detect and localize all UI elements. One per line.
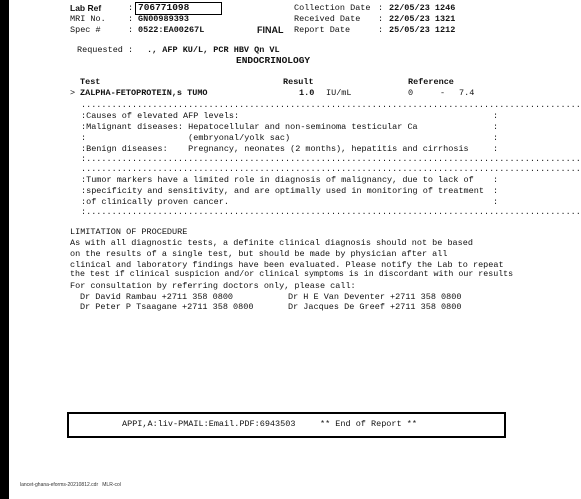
comment-line: :Tumor markers have a limited role in diagnosis of malignancy, due to lack of	[81, 175, 474, 185]
comment-line: :of clinically proven cancer.	[81, 197, 229, 207]
limitation-line: As with all diagnostic tests, a definite clinical diagnosis should not be based	[70, 238, 473, 248]
received-date-value: 22/05/23 1321	[389, 14, 456, 24]
colon: :	[128, 14, 134, 24]
colon: :	[128, 3, 134, 13]
reference-low: 0	[408, 88, 414, 98]
lab-ref-value: 706771098	[138, 2, 190, 13]
dotted-rule: :.................................................................................................	[81, 154, 581, 164]
reference-high: 7.4	[459, 88, 475, 98]
border-colon: :	[493, 175, 499, 185]
comment-line: : (embryonal/yolk sac)	[81, 133, 291, 143]
reference-separator: -	[440, 88, 446, 98]
column-reference: Reference	[408, 77, 454, 87]
mri-label: MRI No.	[70, 14, 106, 24]
limitation-line: For consultation by referring doctors only, please call:	[70, 281, 356, 291]
doctor-contact: Dr Peter P Tsaagane +2711 358 0800	[80, 302, 254, 312]
result-value: 1.0	[299, 88, 315, 98]
received-date-label: Received Date	[294, 14, 361, 24]
limitation-line: on the results of a single test, but should be made by physician after all	[70, 249, 448, 259]
doctor-contact: Dr H E Van Deventer +2711 358 0800	[288, 292, 462, 302]
border-colon: :	[493, 133, 499, 143]
comment-line: :Causes of elevated AFP levels:	[81, 111, 240, 121]
final-label: FINAL	[257, 25, 284, 35]
dotted-rule: ..................................................................................................	[81, 100, 581, 110]
collection-date-value: 22/05/23 1246	[389, 3, 456, 13]
border-colon: :	[493, 144, 499, 154]
row-marker: >	[70, 88, 76, 98]
report-date-value: 25/05/23 1212	[389, 25, 456, 35]
collection-date-label: Collection Date	[294, 3, 371, 13]
footer-code: APPI,A:liv-PMAIL:Email.PDF:6943503	[122, 419, 296, 429]
comment-line: :Malignant diseases: Hepatocellular and non-seminoma testicular Ca	[81, 122, 418, 132]
left-edge-bar	[0, 0, 9, 499]
column-test: Test	[80, 77, 101, 87]
comment-line: :specificity and sensitivity, and are optimally used in monitoring of treatment	[81, 186, 484, 196]
report-date-label: Report Date	[294, 25, 351, 35]
column-result: Result	[283, 77, 314, 87]
spec-value: 0522:EA00267L	[138, 25, 205, 35]
requested-value: ., AFP KU/L, PCR HBV Qn VL	[147, 45, 280, 55]
comment-line: :Benign diseases: Pregnancy, neonates (2 months), hepatitis and cirrhosis	[81, 144, 469, 154]
limitation-line: clinical and laboratory findings have been evaluated. Please notify the Lab to repeat	[70, 260, 504, 270]
colon: :	[378, 3, 384, 13]
result-unit: IU/mL	[326, 88, 352, 98]
limitation-title: LIMITATION OF PROCEDURE	[70, 227, 188, 237]
test-name: ZALPHA-FETOPROTEIN,s TUMO	[80, 88, 208, 98]
colon: :	[128, 25, 134, 35]
end-of-report: ** End of Report **	[320, 419, 417, 429]
mri-value: GN00989393	[138, 14, 190, 24]
border-colon: :	[493, 197, 499, 207]
border-colon: :	[493, 186, 499, 196]
limitation-line: the test if clinical suspicion and/or clinical symptoms is in discordant with our results	[70, 270, 514, 279]
border-colon: :	[493, 111, 499, 121]
section-title: ENDOCRINOLOGY	[236, 55, 311, 66]
requested-label: Requested :	[77, 45, 134, 55]
dotted-rule: ..................................................................................................	[81, 164, 581, 174]
spec-label: Spec #	[70, 25, 101, 35]
doctor-contact: Dr David Rambau +2711 358 0800	[80, 292, 234, 302]
colon: :	[378, 14, 384, 24]
dotted-rule: :.................................................................................................	[81, 207, 581, 217]
colon: :	[378, 25, 384, 35]
lab-ref-label: Lab Ref	[70, 3, 102, 13]
doctor-contact: Dr Jacques De Greef +2711 358 0800	[288, 302, 462, 312]
file-label: lancet-ghana-eforms-20210812.cdr MLR-col	[20, 482, 121, 488]
border-colon: :	[493, 122, 499, 132]
